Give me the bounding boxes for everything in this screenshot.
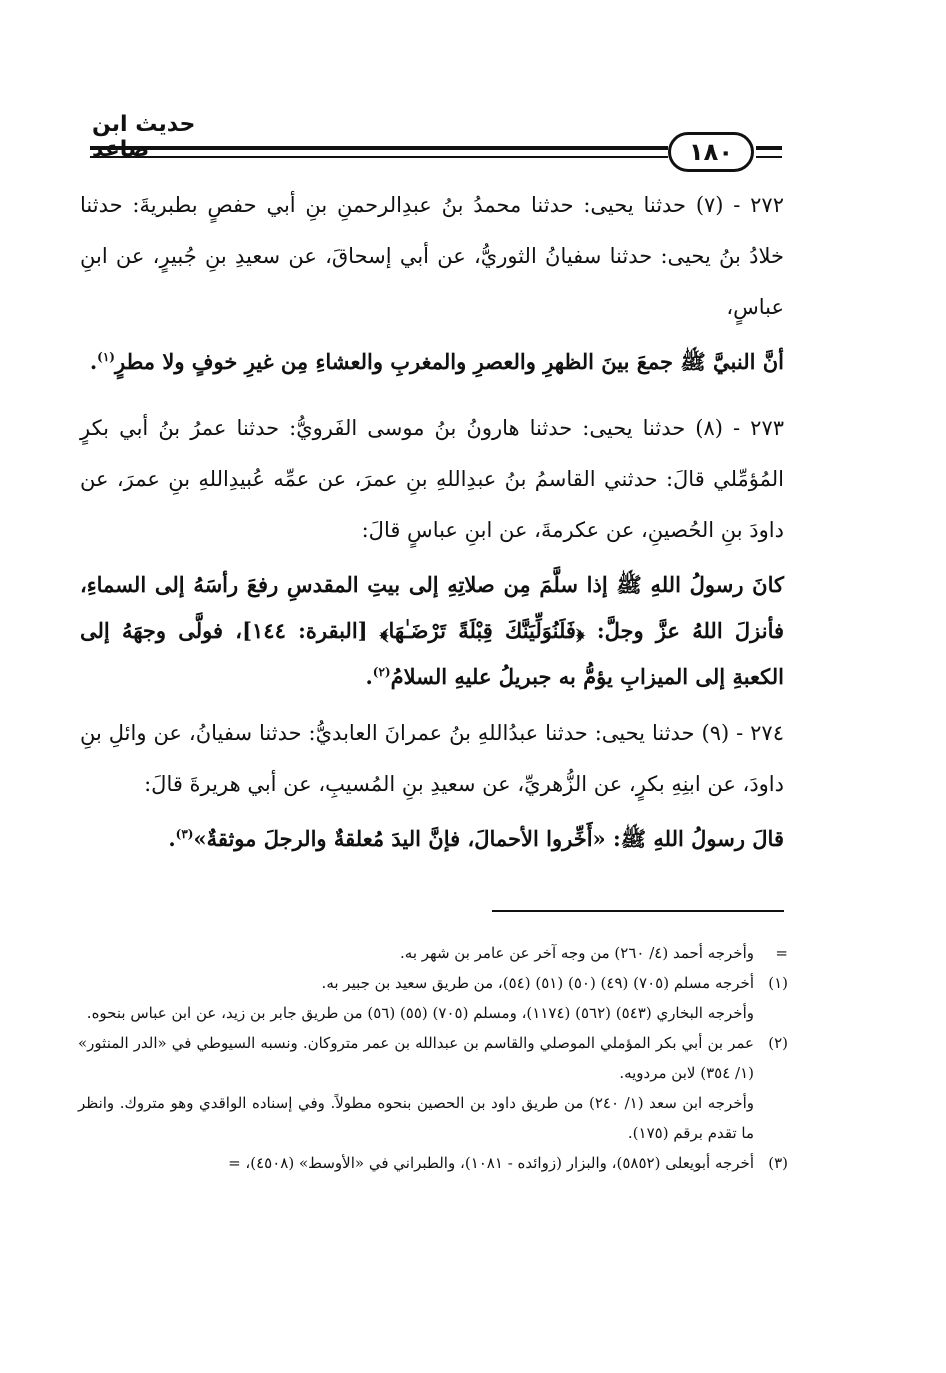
hadith-273-isnad: ٢٧٣ - (٨) حدثنا يحيى: حدثنا هارونُ بنُ موسى الفَرويُّ: حدثنا عمرُ بنُ أبي بكرٍ المُؤمِّلي قالَ: حدثني القاسمُ بنُ عبدِاللهِ بنِ عمرَ، عن عمِّه عُبيدِاللهِ بنِ عمرَ، عن داودَ بنِ الحُصينِ، عن عكرمةَ، عن ابنِ عباسٍ قالَ: <box>80 416 785 542</box>
hadith-272-matn-text: أنَّ النبيَّ ﷺ جمعَ بينَ الظهرِ والعصرِ والمغربِ والعشاءِ مِن غيرِ خوفٍ ولا مطرٍ <box>114 349 784 374</box>
hadith-274-end: . <box>168 826 176 851</box>
footnote-3 <box>78 1148 788 1178</box>
footnote-mark <box>754 998 788 1028</box>
footnote-ref-1: (١) <box>97 350 115 364</box>
header-rule-right-thin <box>756 156 782 158</box>
footnote-2 <box>78 1028 788 1088</box>
footnote-text: وأخرجه أحمد (٤/ ٢٦٠) من وجه آخر عن عامر بن شهر به. <box>400 944 754 962</box>
page-number-text: ١٨٠ <box>689 138 733 166</box>
footnote-text: عمر بن أبي بكر المؤملي الموصلي والقاسم بن عبدالله بن عمر متروكان. ونسبه السيوطي في «الدر المنثور» (١/ ٣٥٤) لابن مردويه. <box>78 1034 754 1082</box>
footnote-1-cont <box>78 998 788 1028</box>
hadith-274-isnad: ٢٧٤ - (٩) حدثنا يحيى: حدثنا عبدُاللهِ بنُ عمرانَ العابديُّ: حدثنا سفيانُ، عن وائلِ بنِ داودَ، عن ابنِهِ بكرٍ، عن الزُّهريِّ، عن سعيدِ بنِ المُسيبِ، عن أبي هريرةَ قالَ: <box>80 721 784 796</box>
hadith-274-matn-text: قالَ رسولُ اللهِ ﷺ: «أَخِّروا الأحمالَ، فإنَّ اليدَ مُعلقةٌ والرجلَ موثقةٌ» <box>193 826 784 851</box>
page-number <box>668 132 754 172</box>
header-rule-thin <box>90 156 668 158</box>
main-text <box>80 180 784 870</box>
footnote-1 <box>78 968 788 998</box>
footnote-mark: (٣) <box>768 1154 788 1172</box>
hadith-272-matn <box>80 339 784 385</box>
hadith-273-matn-text: كانَ رسولُ اللهِ ﷺ إذا سلَّمَ مِن صلاتِهِ إلى بيتِ المقدسِ رفعَ رأسَهُ إلى السماءِ، فأنزلَ اللهُ عزَّ وجلَّ: ﴿فَلَنُوَلِّيَنَّكَ قِبْلَةً تَرْضَـٰهَا﴾ [البقرة: ١٤٤]، فولَّى وجهَهُ إلى الكعبةِ إلى الميزابِ يؤمُّ به جبريلُ عليهِ السلامُ <box>80 572 785 689</box>
footnote-text: أخرجه مسلم (٧٠٥) (٤٩) (٥٠) (٥١) (٥٤)، من طريق سعيد بن جبير به. <box>321 974 754 992</box>
footnote-2-cont <box>78 1088 788 1148</box>
footnote-text: وأخرجه البخاري (٥٤٣) (٥٦٢) (١١٧٤)، ومسلم (٧٠٥) (٥٥) (٥٦) من طريق جابر بن زيد، عن ابن عباس بنحوه. <box>86 1004 754 1022</box>
footnote-mark: (١) <box>768 974 788 992</box>
hadith-274-matn <box>80 816 784 862</box>
footnote-separator <box>492 910 784 912</box>
header-rule-right-thick <box>756 146 782 150</box>
hadith-272-isnad: ٢٧٢ - (٧) حدثنا يحيى: حدثنا محمدُ بنُ عبدِالرحمنِ بنِ أبي حفصٍ بطبريةَ: حدثنا خلادُ بنُ يحيى: حدثنا سفيانُ الثوريُّ، عن أبي إسحاقَ، عن سعيدِ بنِ جُبيرٍ، عن ابنِ عباسٍ، <box>80 193 784 319</box>
hadith-273-matn <box>80 562 784 700</box>
footnote-ref-3: (٣) <box>175 827 194 841</box>
running-title: حديث ابن <box>92 112 196 137</box>
footnote-text: وأخرجه ابن سعد (١/ ٢٤٠) من طريق داود بن الحصين بنحوه مطولاً. وفي إسناده الواقدي وهو متروك. وانظر ما تقدم برقم (١٧٥). <box>78 1094 755 1142</box>
footnote-ref-2: (٢) <box>372 665 391 679</box>
hadith-273-end: . <box>365 664 373 689</box>
footnote-text: أخرجه أبويعلى (٥٨٥٢)، والبزار (زوائده - ١٠٨١)، والطبراني في «الأوسط» (٤٥٠٨)، = <box>228 1154 754 1172</box>
header-rule-thick <box>90 146 668 150</box>
footnote-continued <box>78 938 788 968</box>
footnote-mark <box>754 1088 788 1148</box>
footnote-mark: (٢) <box>768 1034 788 1052</box>
footnotes <box>78 938 788 1178</box>
footnote-mark: = <box>775 944 788 962</box>
hadith-272-end: . <box>89 349 98 374</box>
